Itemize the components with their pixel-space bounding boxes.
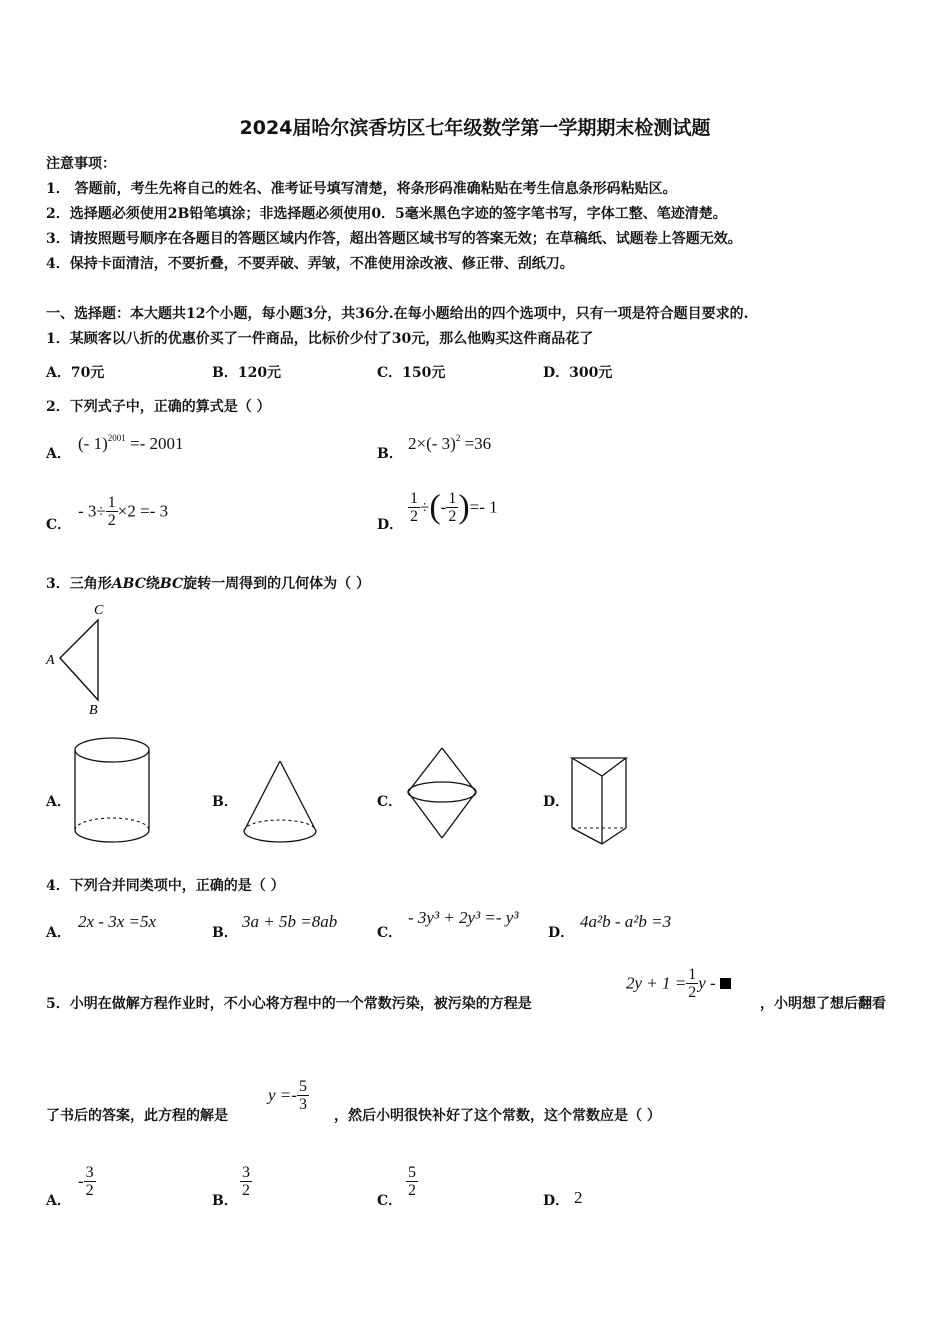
q2d-den1: 2: [410, 508, 418, 525]
q5c-num: 5: [408, 1164, 416, 1181]
q5-eq-left: 2y + 1 =: [626, 973, 687, 993]
q5-option-c-label[interactable]: C．: [377, 1193, 403, 1209]
q5-eq-fraction: [686, 966, 698, 1001]
q2a-base: (- 1): [78, 434, 108, 453]
q5-eq-right: y -: [698, 973, 716, 993]
q4-option-d-label[interactable]: D．: [548, 925, 575, 941]
prism-top-face: [572, 758, 626, 776]
q2c-den: 2: [107, 512, 116, 529]
q5-option-b-expr: [240, 1164, 252, 1199]
q4-option-c-expr: - 3y³ + 2y³ =- y³: [408, 908, 519, 927]
q2d-neg: -: [440, 497, 447, 517]
q2c-num: 1: [107, 494, 116, 511]
cone-left-edge: [244, 761, 280, 831]
question-3-text: [46, 573, 370, 593]
notice-item-2: 2．选择题必须使用2B铅笔填涂；非选择题必须使用0．5毫米黑色字迹的签字笔书写，字体工整、笔迹清楚。: [46, 206, 727, 222]
notice-item-3: 3．请按照题号顺序在各题目的答题区域内作答，超出答题区域书写的答案无效；在草稿纸、试题卷上答题无效。: [46, 231, 742, 247]
cylinder-top: [75, 738, 149, 762]
double-cone-upper-right: [442, 748, 476, 792]
q4-option-b-label[interactable]: B．: [212, 925, 238, 941]
q5-eq-num: 1: [688, 966, 697, 983]
q3-bc: BC: [159, 576, 184, 592]
q2-option-c-label[interactable]: C．: [46, 517, 72, 533]
q5-option-b-label[interactable]: B．: [212, 1193, 238, 1209]
q5-option-a-expr: [78, 1164, 96, 1199]
q5c-fraction: [406, 1164, 418, 1199]
q2c-pre: - 3÷: [78, 501, 106, 521]
cone-right-edge: [280, 761, 316, 831]
q2-option-a-expr: [78, 433, 183, 454]
question-2-text: 2．下列式子中，正确的算式是（ ）: [46, 399, 271, 415]
double-cone-upper-left: [408, 748, 442, 792]
q5a-num: 3: [85, 1164, 94, 1181]
q5-sol-left: y =-: [268, 1085, 297, 1105]
triangle-abc-figure: [40, 598, 120, 720]
prism-bottom-right: [602, 828, 626, 844]
vertex-c-label: C: [94, 603, 104, 618]
q5-sol-den: 3: [298, 1096, 307, 1113]
q1-option-c[interactable]: C．150元: [377, 365, 446, 381]
q5-option-d-expr: 2: [574, 1188, 583, 1207]
notice-heading: 注意事项：: [46, 156, 116, 172]
smudge-mark: [720, 978, 731, 989]
notice-item-4: 4．保持卡面清洁，不要折叠，不要弄破、弄皱，不准使用涂改液、修正带、刮纸刀。: [46, 256, 574, 272]
question-5-line-2-end: ，然后小明很快补好了这个常数，这个常数应是（ ）: [334, 1108, 661, 1124]
q5c-den: 2: [408, 1182, 416, 1199]
q2b-exp: 2: [455, 433, 461, 443]
q3-text-pre: 3．三角形: [46, 576, 112, 592]
q2-option-b-label[interactable]: B．: [377, 446, 403, 462]
q3-option-c-label[interactable]: C．: [377, 794, 403, 810]
q2-option-a-label[interactable]: A．: [46, 446, 71, 462]
triangle-abc: [60, 620, 98, 700]
cone-figure[interactable]: [236, 755, 324, 849]
q2d-div: ÷: [420, 497, 430, 517]
q3-option-a-label[interactable]: A．: [46, 794, 71, 810]
q4-option-d-expr: 4a²b - a²b =3: [580, 912, 672, 931]
question-5-line-1-text: 5．小明在做解方程作业时，不小心将方程中的一个常数污染，被污染的方程是: [46, 996, 532, 1012]
q5-equation: [626, 966, 731, 1001]
double-cone-lower-left: [408, 792, 442, 838]
q5-option-a-label[interactable]: A．: [46, 1193, 71, 1209]
cylinder-bottom-back: [75, 818, 149, 830]
q2d-num2: 1: [448, 490, 457, 507]
q5-solution: [268, 1078, 309, 1113]
question-1-text: 1．某顾客以八折的优惠价买了一件商品，比标价少付了30元，那么他购买这件商品花了: [46, 331, 594, 347]
section-heading: 一、选择题：本大题共12个小题，每小题3分，共36分.在每小题给出的四个选项中，只有一项是符合题目要求的.: [46, 306, 749, 322]
q4-option-a-label[interactable]: A．: [46, 925, 71, 941]
q2d-den2: 2: [448, 508, 457, 525]
q2b-rest: =36: [464, 434, 492, 453]
q1-option-d[interactable]: D．300元: [543, 365, 613, 381]
prism-bottom-left: [572, 828, 602, 844]
q3-option-b-label[interactable]: B．: [212, 794, 238, 810]
q2-option-d-expr: [408, 490, 498, 525]
q1-option-b[interactable]: B．120元: [212, 365, 282, 381]
q1-option-a[interactable]: A．70元: [46, 365, 105, 381]
q4-option-c-label[interactable]: C．: [377, 925, 403, 941]
q3-text-mid: 绕: [145, 576, 160, 592]
q2d-rest: =- 1: [469, 497, 498, 517]
cone-base-front: [244, 831, 316, 842]
q2a-rest: =- 2001: [129, 434, 184, 453]
question-5-line-1-end: ，小明想了想后翻看: [760, 996, 886, 1012]
q5b-den: 2: [242, 1182, 250, 1199]
q5-sol-fraction: [297, 1078, 309, 1113]
q2-option-d-label[interactable]: D．: [377, 517, 404, 533]
question-4-text: 4．下列合并同类项中，正确的是（ ）: [46, 878, 285, 894]
q2c-rest: ×2 =- 3: [117, 501, 169, 521]
q2-option-c-expr: [78, 494, 168, 529]
q3-abc: ABC: [111, 576, 146, 592]
q3-text-post: 旋转一周得到的几何体为（ ）: [183, 576, 370, 592]
q2d-right-paren: ): [458, 488, 470, 526]
double-cone-middle-circle: [408, 782, 476, 802]
q2a-exp: 2001: [107, 433, 126, 443]
q5b-fraction: [240, 1164, 252, 1199]
cylinder-figure[interactable]: [70, 732, 158, 848]
triangular-prism-figure[interactable]: [566, 752, 634, 848]
double-cone-lower-right: [442, 792, 476, 838]
q5a-neg: -: [78, 1171, 84, 1191]
page-title: 2024届哈尔滨香坊区七年级数学第一学期期末检测试题: [239, 117, 711, 139]
notice-item-1: 1． 答题前，考生先将自己的姓名、准考证号填写清楚，将条形码准确粘贴在考生信息条形码粘贴区。: [46, 181, 677, 197]
q5a-fraction: [84, 1164, 96, 1199]
q2c-fraction: [106, 494, 118, 529]
q2d-left-paren: (: [429, 488, 441, 526]
q5b-num: 3: [242, 1164, 250, 1181]
q2d-fraction-2: [446, 490, 458, 525]
q2d-num1: 1: [410, 490, 418, 507]
cylinder-bottom-front: [75, 830, 149, 842]
q2d-fraction-1: [408, 490, 420, 525]
vertex-b-label: B: [89, 703, 98, 718]
q4-option-a-expr: 2x - 3x =5x: [78, 912, 157, 931]
q5a-den: 2: [85, 1182, 94, 1199]
q5-option-c-expr: [406, 1164, 418, 1199]
q2b-pre: 2×(- 3): [408, 434, 456, 453]
q5-option-d-label[interactable]: D．: [543, 1193, 570, 1209]
q3-option-d-label[interactable]: D．: [543, 794, 570, 810]
q4-option-b-expr: 3a + 5b =8ab: [242, 912, 338, 931]
q2-option-b-expr: [408, 433, 491, 454]
vertex-a-label: A: [46, 653, 55, 668]
cone-base-back: [244, 820, 316, 831]
double-cone-figure[interactable]: [402, 744, 486, 842]
question-5-line-2-text: 了书后的答案，此方程的解是: [46, 1108, 228, 1124]
q5-eq-den: 2: [688, 984, 697, 1001]
q5-sol-num: 5: [298, 1078, 307, 1095]
